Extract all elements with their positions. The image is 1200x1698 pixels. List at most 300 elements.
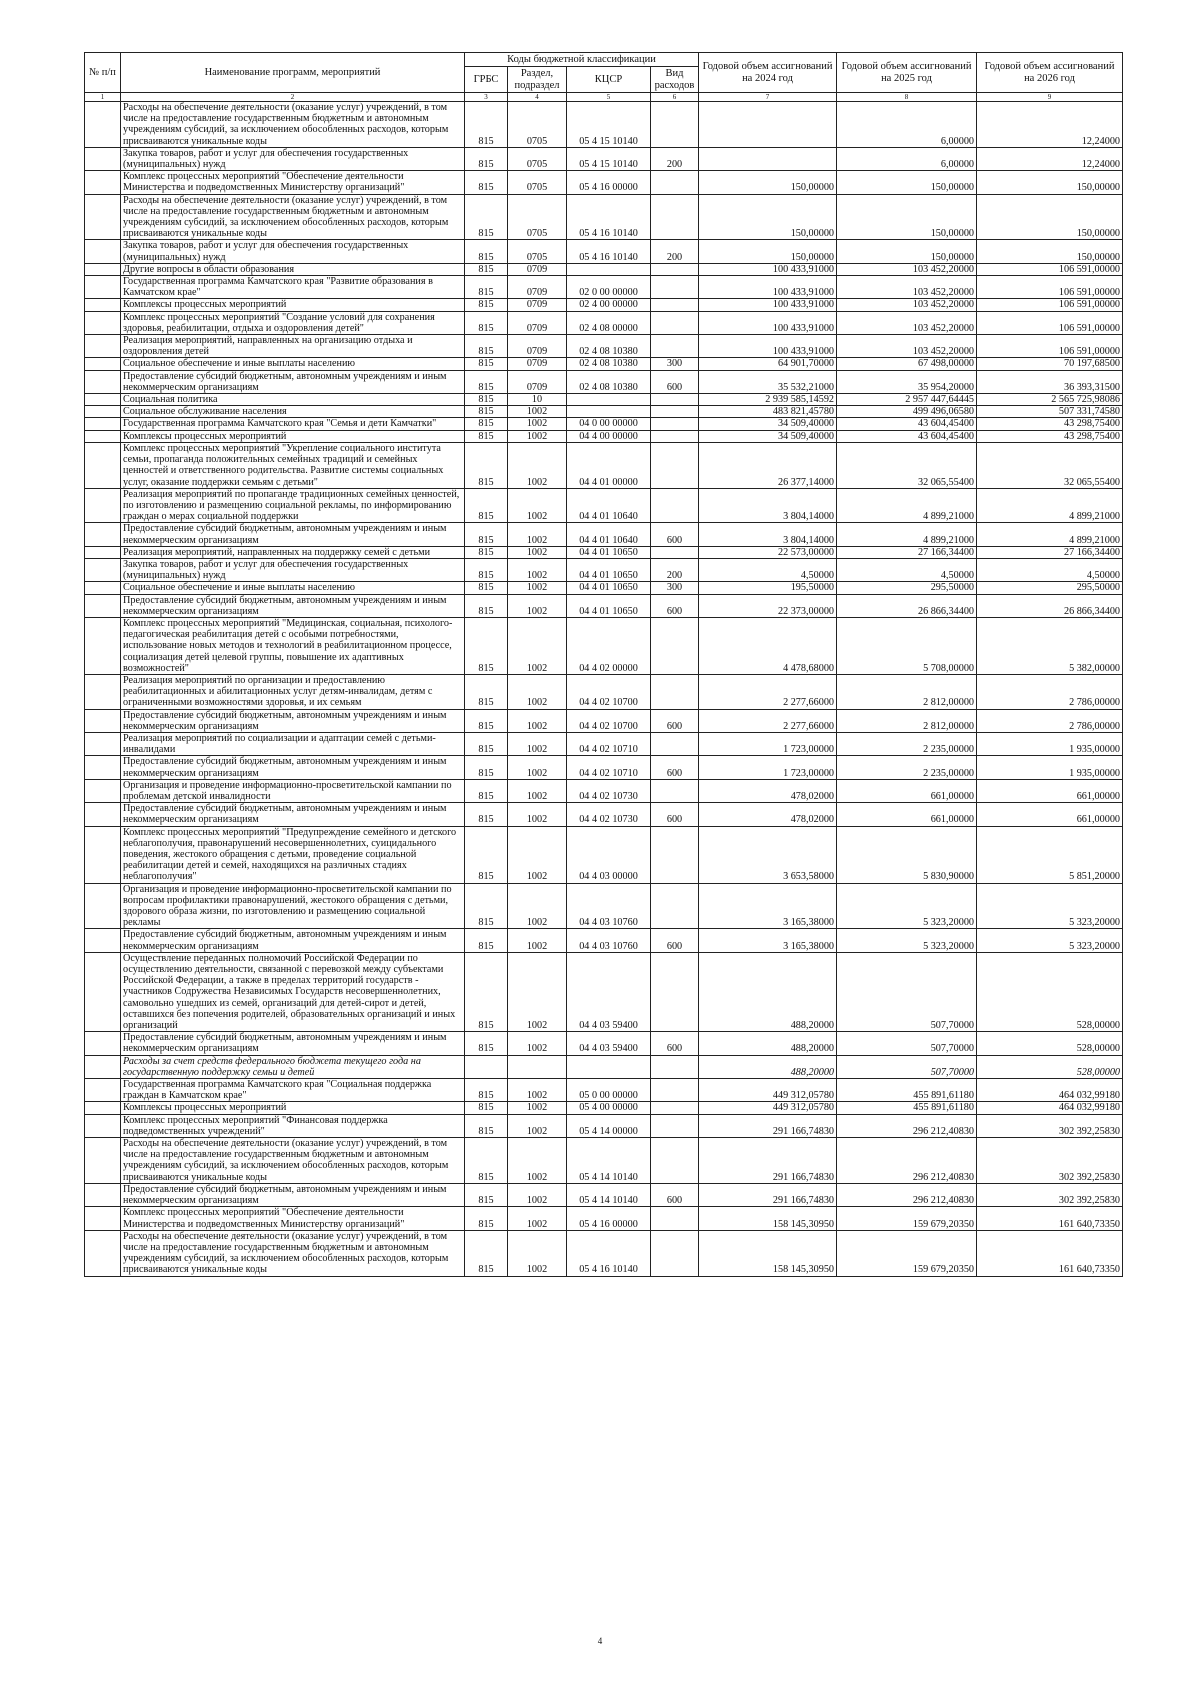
row-razdel-cell: 0709 <box>508 311 567 334</box>
row-kcsr-cell: 04 4 01 10640 <box>567 523 651 546</box>
row-amount-2026-cell: 150,00000 <box>977 171 1123 194</box>
row-vid-cell: 600 <box>651 1183 699 1206</box>
row-amount-2025-cell: 296 212,40830 <box>837 1183 977 1206</box>
header-codes: Коды бюджетной классификации <box>465 53 699 67</box>
row-grbs-cell: 815 <box>465 171 508 194</box>
row-grbs-cell: 815 <box>465 1207 508 1230</box>
row-razdel-cell: 1002 <box>508 883 567 929</box>
row-amount-2024-cell: 195,50000 <box>699 582 837 594</box>
row-amount-2026-cell: 12,24000 <box>977 102 1123 148</box>
row-kcsr-cell: 04 4 01 10650 <box>567 546 651 558</box>
row-amount-2024-cell: 483 821,45780 <box>699 406 837 418</box>
row-name-cell: Осуществление переданных полномочий Российской Федерации по осуществлению деятельности, связанной с перевозкой между субъектами Российской Федерации, а также в пределах территорий государств - участников Содружества Независимых Государств несовершеннолетних, самовольно ушедших из семей, организаций для детей-сирот и детей, оставшихся без попечения родителей, образовательных организаций и иных организаций <box>121 952 465 1031</box>
row-razdel-cell: 1002 <box>508 442 567 488</box>
row-amount-2024-cell: 3 165,38000 <box>699 883 837 929</box>
row-number-cell <box>85 171 121 194</box>
row-name-cell: Предоставление субсидий бюджетным, автономным учреждениям и иным некоммерческим организациям <box>121 594 465 617</box>
row-amount-2026-cell: 161 640,73350 <box>977 1207 1123 1230</box>
table-row <box>85 488 1123 523</box>
row-grbs-cell: 815 <box>465 709 508 732</box>
row-amount-2025-cell: 2 812,00000 <box>837 674 977 709</box>
row-kcsr-cell: 04 4 03 59400 <box>567 952 651 1031</box>
row-razdel-cell: 1002 <box>508 756 567 779</box>
row-razdel-cell: 0709 <box>508 358 567 370</box>
row-kcsr-cell: 04 4 01 10650 <box>567 558 651 581</box>
row-name-cell: Предоставление субсидий бюджетным, автономным учреждениям и иным некоммерческим организациям <box>121 1183 465 1206</box>
row-name-cell: Организация и проведение информационно-просветительской кампании по вопросам профилактики правонарушений, жестокого обращения с детьми, здорового образа жизни, по изготовлению и размещению социальной рекламы <box>121 883 465 929</box>
row-name-cell: Организация и проведение информационно-просветительской кампании по проблемам детской инвалидности <box>121 779 465 802</box>
row-amount-2026-cell: 27 166,34400 <box>977 546 1123 558</box>
row-amount-2026-cell: 661,00000 <box>977 803 1123 826</box>
row-razdel-cell: 1002 <box>508 594 567 617</box>
row-vid-cell <box>651 674 699 709</box>
table-row <box>85 1230 1123 1276</box>
index-cell: 6 <box>651 93 699 102</box>
row-amount-2026-cell: 161 640,73350 <box>977 1230 1123 1276</box>
row-amount-2024-cell: 449 312,05780 <box>699 1079 837 1102</box>
row-amount-2024-cell: 1 723,00000 <box>699 732 837 755</box>
row-number-cell <box>85 102 121 148</box>
row-amount-2026-cell: 1 935,00000 <box>977 756 1123 779</box>
row-amount-2025-cell: 5 830,90000 <box>837 826 977 883</box>
row-grbs-cell: 815 <box>465 335 508 358</box>
row-name-cell: Социальное обслуживание населения <box>121 406 465 418</box>
index-cell: 8 <box>837 93 977 102</box>
row-amount-2025-cell: 67 498,00000 <box>837 358 977 370</box>
row-amount-2025-cell: 103 452,20000 <box>837 335 977 358</box>
row-number-cell <box>85 952 121 1031</box>
row-amount-2024-cell: 449 312,05780 <box>699 1102 837 1114</box>
row-name-cell: Государственная программа Камчатского края "Семья и дети Камчатки" <box>121 418 465 430</box>
row-number-cell <box>85 546 121 558</box>
row-amount-2025-cell: 150,00000 <box>837 194 977 240</box>
row-vid-cell <box>651 394 699 406</box>
row-amount-2024-cell: 150,00000 <box>699 194 837 240</box>
row-razdel-cell: 1002 <box>508 406 567 418</box>
row-kcsr-cell: 05 4 14 10140 <box>567 1183 651 1206</box>
row-kcsr-cell: 05 4 16 00000 <box>567 171 651 194</box>
row-amount-2025-cell: 6,00000 <box>837 147 977 170</box>
row-razdel-cell: 1002 <box>508 929 567 952</box>
row-amount-2026-cell: 106 591,00000 <box>977 276 1123 299</box>
row-amount-2024-cell: 22 573,00000 <box>699 546 837 558</box>
row-amount-2025-cell: 507,70000 <box>837 1032 977 1055</box>
row-grbs-cell: 815 <box>465 674 508 709</box>
row-name-cell: Расходы на обеспечение деятельности (оказание услуг) учреждений, в том числе на предоставление государственным бюджетным и автономным учреждениям субсидий, за исключением обособленных расходов, которым присваиваются уникальные коды <box>121 102 465 148</box>
table-row <box>85 171 1123 194</box>
row-amount-2024-cell: 291 166,74830 <box>699 1114 837 1137</box>
row-vid-cell: 200 <box>651 240 699 263</box>
row-razdel-cell: 0709 <box>508 276 567 299</box>
row-name-cell: Расходы на обеспечение деятельности (оказание услуг) учреждений, в том числе на предоставление государственным бюджетным и автономным учреждениям субсидий, за исключением обособленных расходов, которым присваиваются уникальные коды <box>121 1138 465 1184</box>
row-vid-cell <box>651 442 699 488</box>
row-number-cell <box>85 929 121 952</box>
row-amount-2024-cell: 34 509,40000 <box>699 430 837 442</box>
row-vid-cell <box>651 194 699 240</box>
row-name-cell: Закупка товаров, работ и услуг для обеспечения государственных (муниципальных) нужд <box>121 558 465 581</box>
row-name-cell: Реализация мероприятий по социализации и адаптации семей с детьми-инвалидами <box>121 732 465 755</box>
row-amount-2026-cell: 43 298,75400 <box>977 430 1123 442</box>
row-grbs-cell: 815 <box>465 276 508 299</box>
table-row <box>85 147 1123 170</box>
row-name-cell: Комплекс процессных мероприятий "Обеспечение деятельности Министерства и подведомственных Министерству организаций" <box>121 171 465 194</box>
row-number-cell <box>85 406 121 418</box>
row-vid-cell: 200 <box>651 147 699 170</box>
row-amount-2025-cell: 103 452,20000 <box>837 299 977 311</box>
row-vid-cell: 600 <box>651 523 699 546</box>
row-vid-cell <box>651 1055 699 1078</box>
row-amount-2025-cell: 159 679,20350 <box>837 1207 977 1230</box>
row-razdel-cell: 1002 <box>508 418 567 430</box>
row-amount-2025-cell: 4 899,21000 <box>837 523 977 546</box>
row-amount-2024-cell: 291 166,74830 <box>699 1183 837 1206</box>
row-razdel-cell: 1002 <box>508 1207 567 1230</box>
row-name-cell: Предоставление субсидий бюджетным, автономным учреждениям и иным некоммерческим организациям <box>121 803 465 826</box>
row-number-cell <box>85 488 121 523</box>
table-row <box>85 370 1123 393</box>
header-name: Наименование программ, мероприятий <box>121 53 465 93</box>
row-amount-2025-cell: 295,50000 <box>837 582 977 594</box>
row-amount-2024-cell: 26 377,14000 <box>699 442 837 488</box>
row-amount-2026-cell: 4 899,21000 <box>977 523 1123 546</box>
row-vid-cell <box>651 276 699 299</box>
row-number-cell <box>85 263 121 275</box>
row-name-cell: Государственная программа Камчатского края "Развитие образования в Камчатском крае" <box>121 276 465 299</box>
row-amount-2025-cell: 4,50000 <box>837 558 977 581</box>
row-name-cell: Закупка товаров, работ и услуг для обеспечения государственных (муниципальных) нужд <box>121 147 465 170</box>
row-amount-2024-cell: 22 373,00000 <box>699 594 837 617</box>
row-grbs-cell: 815 <box>465 594 508 617</box>
row-number-cell <box>85 1114 121 1137</box>
row-number-cell <box>85 594 121 617</box>
row-razdel-cell: 0709 <box>508 299 567 311</box>
row-amount-2025-cell: 43 604,45400 <box>837 418 977 430</box>
table-body <box>85 102 1123 1277</box>
row-name-cell: Социальное обеспечение и иные выплаты населению <box>121 358 465 370</box>
row-grbs-cell: 815 <box>465 358 508 370</box>
table-row <box>85 617 1123 674</box>
row-kcsr-cell: 04 4 02 00000 <box>567 617 651 674</box>
table-row <box>85 299 1123 311</box>
row-amount-2024-cell: 2 277,66000 <box>699 674 837 709</box>
row-name-cell: Комплекс процессных мероприятий "Укрепление социального института семьи, пропаганда положительных семейных традиций и семейных ценностей и ответственного родительства. Развитие системы социальных услуг, оказание поддержки семьям с детьми" <box>121 442 465 488</box>
budget-table <box>84 52 1123 1277</box>
row-number-cell <box>85 299 121 311</box>
row-amount-2024-cell: 100 433,91000 <box>699 311 837 334</box>
row-number-cell <box>85 418 121 430</box>
header-grbs: ГРБС <box>465 67 508 93</box>
index-cell: 2 <box>121 93 465 102</box>
row-grbs-cell: 815 <box>465 582 508 594</box>
page-number: 4 <box>597 1636 603 1646</box>
table-row <box>85 779 1123 802</box>
row-vid-cell <box>651 546 699 558</box>
table-row <box>85 1183 1123 1206</box>
row-grbs-cell: 815 <box>465 240 508 263</box>
table-row <box>85 311 1123 334</box>
row-kcsr-cell: 05 4 16 00000 <box>567 1207 651 1230</box>
row-grbs-cell: 815 <box>465 1183 508 1206</box>
row-vid-cell <box>651 1114 699 1137</box>
row-name-cell: Предоставление субсидий бюджетным, автономным учреждениям и иным некоммерческим организациям <box>121 523 465 546</box>
row-amount-2024-cell: 488,20000 <box>699 1055 837 1078</box>
row-number-cell <box>85 732 121 755</box>
index-cell: 3 <box>465 93 508 102</box>
index-cell: 4 <box>508 93 567 102</box>
table-row <box>85 358 1123 370</box>
row-name-cell: Расходы за счет средств федерального бюджета текущего года на государственную поддержку семьи и детей <box>121 1055 465 1078</box>
row-vid-cell <box>651 102 699 148</box>
row-kcsr-cell: 04 4 02 10710 <box>567 756 651 779</box>
row-amount-2025-cell: 455 891,61180 <box>837 1079 977 1102</box>
row-grbs-cell: 815 <box>465 311 508 334</box>
row-kcsr-cell: 04 4 01 10640 <box>567 488 651 523</box>
row-amount-2026-cell: 4 899,21000 <box>977 488 1123 523</box>
row-name-cell: Социальная политика <box>121 394 465 406</box>
row-number-cell <box>85 674 121 709</box>
row-name-cell: Предоставление субсидий бюджетным, автономным учреждениям и иным некоммерческим организациям <box>121 370 465 393</box>
row-amount-2025-cell: 455 891,61180 <box>837 1102 977 1114</box>
row-grbs-cell: 815 <box>465 523 508 546</box>
table-row <box>85 1138 1123 1184</box>
row-kcsr-cell <box>567 406 651 418</box>
row-number-cell <box>85 442 121 488</box>
table-row <box>85 674 1123 709</box>
row-amount-2025-cell: 150,00000 <box>837 240 977 263</box>
row-kcsr-cell: 05 0 00 00000 <box>567 1079 651 1102</box>
row-vid-cell <box>651 883 699 929</box>
row-number-cell <box>85 617 121 674</box>
table-row <box>85 1207 1123 1230</box>
table-row <box>85 263 1123 275</box>
row-kcsr-cell: 04 4 01 10650 <box>567 582 651 594</box>
row-number-cell <box>85 1032 121 1055</box>
table-row <box>85 952 1123 1031</box>
row-razdel-cell: 1002 <box>508 582 567 594</box>
row-amount-2026-cell: 528,00000 <box>977 1055 1123 1078</box>
table-row <box>85 394 1123 406</box>
row-amount-2025-cell: 5 323,20000 <box>837 883 977 929</box>
row-amount-2025-cell: 2 235,00000 <box>837 756 977 779</box>
index-cell: 1 <box>85 93 121 102</box>
table-row <box>85 594 1123 617</box>
row-amount-2024-cell: 100 433,91000 <box>699 299 837 311</box>
row-razdel-cell: 10 <box>508 394 567 406</box>
row-grbs-cell: 815 <box>465 370 508 393</box>
row-kcsr-cell: 02 0 00 00000 <box>567 276 651 299</box>
row-number-cell <box>85 779 121 802</box>
row-number-cell <box>85 803 121 826</box>
row-kcsr-cell <box>567 263 651 275</box>
row-amount-2024-cell <box>699 147 837 170</box>
row-amount-2024-cell: 3 165,38000 <box>699 929 837 952</box>
row-amount-2025-cell: 150,00000 <box>837 171 977 194</box>
row-razdel-cell: 1002 <box>508 803 567 826</box>
row-name-cell: Комплекс процессных мероприятий "Создание условий для сохранения здоровья, реабилитации, отдыха и оздоровления детей" <box>121 311 465 334</box>
table-row <box>85 546 1123 558</box>
row-grbs-cell: 815 <box>465 1114 508 1137</box>
row-amount-2024-cell: 34 509,40000 <box>699 418 837 430</box>
row-vid-cell <box>651 418 699 430</box>
row-vid-cell <box>651 335 699 358</box>
row-name-cell: Комплексы процессных мероприятий <box>121 430 465 442</box>
row-name-cell: Реализация мероприятий, направленных на поддержку семей с детьми <box>121 546 465 558</box>
table-row <box>85 335 1123 358</box>
row-razdel-cell: 0705 <box>508 194 567 240</box>
table-row <box>85 929 1123 952</box>
row-amount-2024-cell: 100 433,91000 <box>699 276 837 299</box>
row-name-cell: Реализация мероприятий по пропаганде традиционных семейных ценностей, по изготовлению и размещению социальной рекламы, по информированию граждан о мерах социальной поддержки <box>121 488 465 523</box>
row-number-cell <box>85 883 121 929</box>
row-amount-2025-cell: 2 812,00000 <box>837 709 977 732</box>
row-amount-2025-cell: 296 212,40830 <box>837 1114 977 1137</box>
row-amount-2024-cell: 2 939 585,14592 <box>699 394 837 406</box>
row-amount-2026-cell: 464 032,99180 <box>977 1079 1123 1102</box>
row-amount-2025-cell: 159 679,20350 <box>837 1230 977 1276</box>
row-grbs-cell: 815 <box>465 883 508 929</box>
row-kcsr-cell: 02 4 08 10380 <box>567 335 651 358</box>
row-grbs-cell: 815 <box>465 194 508 240</box>
row-amount-2026-cell: 106 591,00000 <box>977 299 1123 311</box>
row-amount-2024-cell: 291 166,74830 <box>699 1138 837 1184</box>
row-number-cell <box>85 276 121 299</box>
row-amount-2025-cell: 32 065,55400 <box>837 442 977 488</box>
row-kcsr-cell: 04 4 02 10710 <box>567 732 651 755</box>
row-amount-2026-cell: 106 591,00000 <box>977 335 1123 358</box>
row-name-cell: Расходы на обеспечение деятельности (оказание услуг) учреждений, в том числе на предоставление государственным бюджетным и автономным учреждениям субсидий, за исключением обособленных расходов, которым присваиваются уникальные коды <box>121 1230 465 1276</box>
row-name-cell: Предоставление субсидий бюджетным, автономным учреждениям и иным некоммерческим организациям <box>121 709 465 732</box>
row-number-cell <box>85 709 121 732</box>
row-number-cell <box>85 335 121 358</box>
row-number-cell <box>85 582 121 594</box>
row-vid-cell <box>651 617 699 674</box>
row-amount-2024-cell: 4 478,68000 <box>699 617 837 674</box>
row-vid-cell: 600 <box>651 709 699 732</box>
row-number-cell <box>85 1079 121 1102</box>
row-amount-2025-cell: 6,00000 <box>837 102 977 148</box>
row-name-cell: Другие вопросы в области образования <box>121 263 465 275</box>
row-amount-2026-cell: 2 786,00000 <box>977 709 1123 732</box>
row-number-cell <box>85 756 121 779</box>
row-vid-cell <box>651 1207 699 1230</box>
row-razdel-cell: 0709 <box>508 263 567 275</box>
row-amount-2026-cell: 5 382,00000 <box>977 617 1123 674</box>
row-vid-cell <box>651 430 699 442</box>
row-vid-cell <box>651 952 699 1031</box>
row-amount-2026-cell: 2 565 725,98086 <box>977 394 1123 406</box>
row-vid-cell: 200 <box>651 558 699 581</box>
row-razdel-cell: 1002 <box>508 1102 567 1114</box>
row-grbs-cell: 815 <box>465 418 508 430</box>
row-name-cell: Реализация мероприятий по организации и предоставлению реабилитационных и абилитационных услуг детям-инвалидам, детям с ограниченными возможностями здоровья, и их семьям <box>121 674 465 709</box>
row-grbs-cell: 815 <box>465 442 508 488</box>
row-kcsr-cell <box>567 1055 651 1078</box>
row-grbs-cell: 815 <box>465 826 508 883</box>
row-amount-2024-cell: 64 901,70000 <box>699 358 837 370</box>
table-row <box>85 732 1123 755</box>
row-razdel-cell: 1002 <box>508 1114 567 1137</box>
row-vid-cell: 600 <box>651 803 699 826</box>
row-name-cell: Комплексы процессных мероприятий <box>121 299 465 311</box>
table-row <box>85 803 1123 826</box>
row-kcsr-cell: 04 4 02 10700 <box>567 709 651 732</box>
row-razdel-cell: 1002 <box>508 1230 567 1276</box>
row-grbs-cell: 815 <box>465 732 508 755</box>
table-row <box>85 240 1123 263</box>
row-amount-2026-cell: 302 392,25830 <box>977 1183 1123 1206</box>
row-name-cell: Реализация мероприятий, направленных на организацию отдыха и оздоровления детей <box>121 335 465 358</box>
row-kcsr-cell: 05 4 15 10140 <box>567 102 651 148</box>
row-amount-2025-cell: 27 166,34400 <box>837 546 977 558</box>
row-amount-2024-cell: 100 433,91000 <box>699 335 837 358</box>
row-name-cell: Расходы на обеспечение деятельности (оказание услуг) учреждений, в том числе на предоставление государственным бюджетным и автономным учреждениям субсидий, за исключением обособленных расходов, которым присваиваются уникальные коды <box>121 194 465 240</box>
header-year-2026: Годовой объем ассигнований на 2026 год <box>977 53 1123 93</box>
row-amount-2024-cell: 478,02000 <box>699 803 837 826</box>
header-year-2024: Годовой объем ассигнований на 2024 год <box>699 53 837 93</box>
row-vid-cell: 600 <box>651 594 699 617</box>
row-kcsr-cell: 05 4 16 10140 <box>567 1230 651 1276</box>
row-vid-cell <box>651 1079 699 1102</box>
row-grbs-cell: 815 <box>465 394 508 406</box>
row-amount-2025-cell: 661,00000 <box>837 779 977 802</box>
row-grbs-cell: 815 <box>465 102 508 148</box>
row-razdel-cell: 1002 <box>508 779 567 802</box>
header-vid: Вид расходов <box>651 67 699 93</box>
table-row <box>85 430 1123 442</box>
row-vid-cell <box>651 488 699 523</box>
row-vid-cell: 600 <box>651 929 699 952</box>
row-kcsr-cell: 02 4 08 10380 <box>567 370 651 393</box>
row-kcsr-cell: 04 4 02 10730 <box>567 779 651 802</box>
row-kcsr-cell: 05 4 15 10140 <box>567 147 651 170</box>
row-grbs-cell: 815 <box>465 952 508 1031</box>
index-cell: 9 <box>977 93 1123 102</box>
table-row <box>85 442 1123 488</box>
row-kcsr-cell: 02 4 08 10380 <box>567 358 651 370</box>
row-grbs-cell: 815 <box>465 406 508 418</box>
row-amount-2025-cell: 103 452,20000 <box>837 311 977 334</box>
row-amount-2024-cell: 488,20000 <box>699 952 837 1031</box>
row-number-cell <box>85 370 121 393</box>
row-amount-2025-cell: 499 496,06580 <box>837 406 977 418</box>
row-amount-2024-cell: 478,02000 <box>699 779 837 802</box>
row-grbs-cell: 815 <box>465 1102 508 1114</box>
row-name-cell: Закупка товаров, работ и услуг для обеспечения государственных (муниципальных) нужд <box>121 240 465 263</box>
row-number-cell <box>85 1102 121 1114</box>
row-amount-2024-cell: 158 145,30950 <box>699 1207 837 1230</box>
row-razdel-cell: 1002 <box>508 558 567 581</box>
row-vid-cell <box>651 406 699 418</box>
row-kcsr-cell: 05 4 16 10140 <box>567 240 651 263</box>
table-row <box>85 826 1123 883</box>
row-razdel-cell: 1002 <box>508 1032 567 1055</box>
row-amount-2024-cell: 100 433,91000 <box>699 263 837 275</box>
row-razdel-cell: 1002 <box>508 1183 567 1206</box>
row-vid-cell <box>651 1102 699 1114</box>
table-row <box>85 1032 1123 1055</box>
row-amount-2024-cell: 3 804,14000 <box>699 488 837 523</box>
row-kcsr-cell: 04 4 03 00000 <box>567 826 651 883</box>
row-amount-2024-cell: 3 804,14000 <box>699 523 837 546</box>
row-vid-cell: 600 <box>651 1032 699 1055</box>
row-amount-2026-cell: 5 323,20000 <box>977 883 1123 929</box>
row-number-cell <box>85 240 121 263</box>
table-row <box>85 276 1123 299</box>
row-amount-2026-cell: 528,00000 <box>977 952 1123 1031</box>
row-kcsr-cell: 04 4 03 10760 <box>567 929 651 952</box>
row-vid-cell: 600 <box>651 370 699 393</box>
table-row <box>85 709 1123 732</box>
